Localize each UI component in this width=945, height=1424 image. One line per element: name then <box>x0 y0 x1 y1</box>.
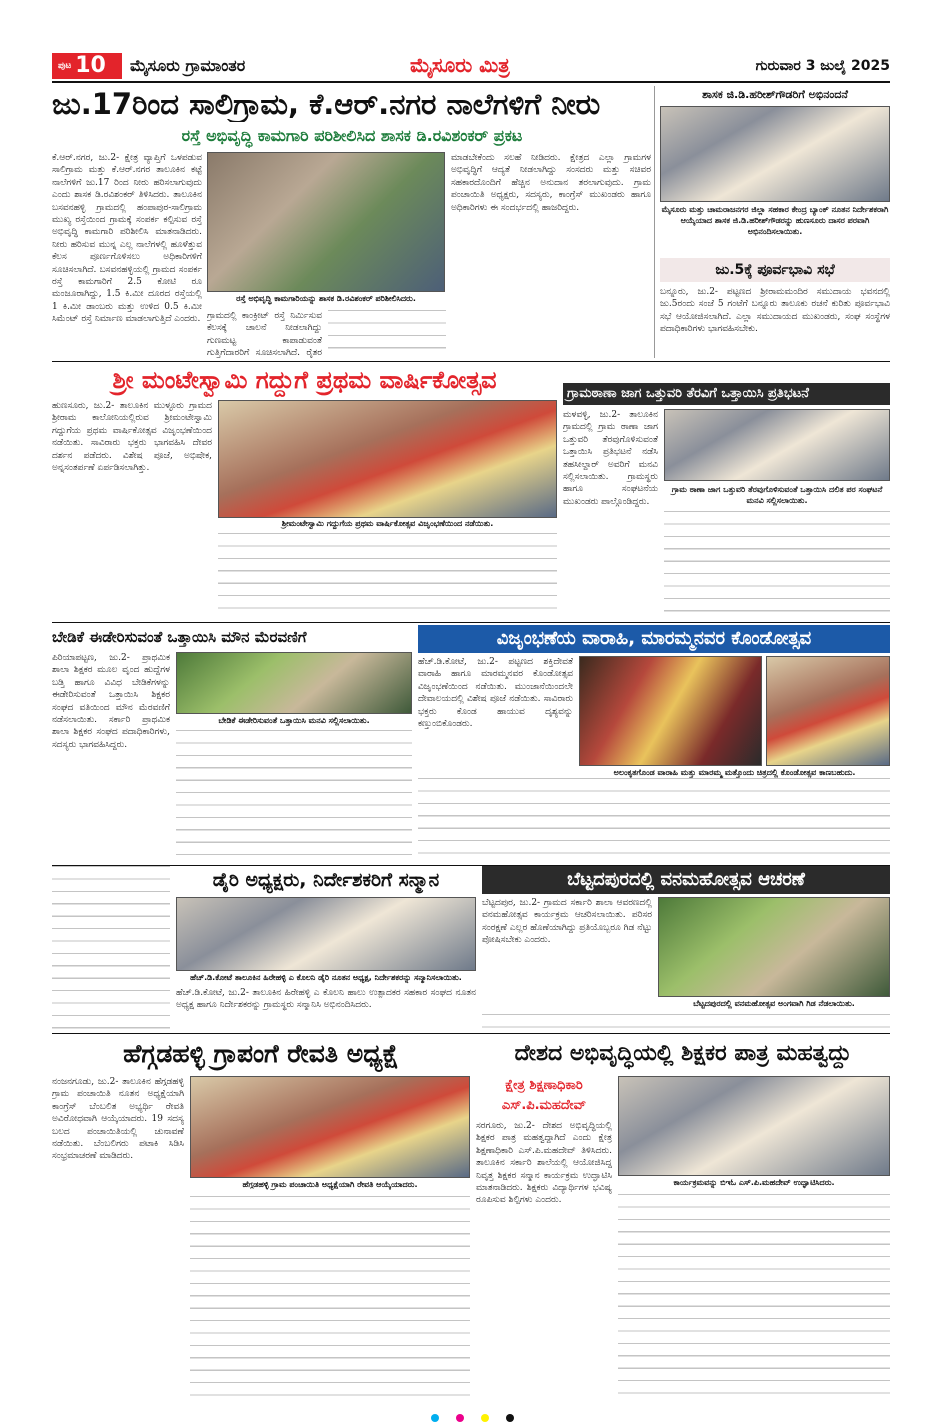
page-number: 10 <box>75 53 106 78</box>
felicitation-caption: ಮೈಸೂರು ಮತ್ತು ಚಾಮರಾಜನಗರ ಜಿಲ್ಲಾ ಸಹಕಾರ ಕೇಂದ್ರ ಬ್ಯಾಂಕ್ ನೂತನ ನಿರ್ದೇಶಕರಾಗಿ ಆಯ್ಕೆಯಾದ ಶಾಸಕ ಜಿ.ಡಿ.ಹರೀಶ್‌ಗೌಡರನ್ನು ಹುಣಸೂರು ದಾಸರ ಪರವಾಗಿ ಅಭಿನಂದಿಸಲಾಯಿತು. <box>661 205 889 236</box>
lead-photo-caption: ರಸ್ತೆ ಅಭಿವೃದ್ಧಿ ಕಾಮಗಾರಿಯನ್ನು ಶಾಸಕ ಡಿ.ರವಿಶಂಕರ್ ಪರಿಶೀಲಿಸಿದರು. <box>236 294 416 303</box>
revathi-photo <box>190 1076 470 1178</box>
page-number-badge <box>52 53 122 79</box>
teacher-sub-line2: ಎಸ್.ಪಿ.ಮಹದೇವ್ <box>501 1098 587 1113</box>
column-divider <box>654 86 655 358</box>
issue-date: ಗುರುವಾರ 3 ಜುಲೈ 2025 <box>755 58 890 74</box>
silent-photo-caption: ಬೇಡಿಕೆ ಈಡೇರಿಸುವಂತೆ ಒತ್ತಾಯಿಸಿ ಮನವಿ ಸಲ್ಲಿಸಲಾಯಿತು. <box>218 716 370 725</box>
meeting-headline: ಜು.5ಕ್ಕೆ ಪೂರ್ವಭಾವಿ ಸಭೆ <box>660 258 890 282</box>
forest-body: ಬೆಟ್ಟದಪುರ, ಜು.2- ಗ್ರಾಮದ ಸರ್ಕಾರಿ ಶಾಲಾ ಆವರಣದಲ್ಲಿ ವನಮಹೋತ್ಸವ ಕಾರ್ಯಕ್ರಮ ಆಚರಿಸಲಾಯಿತು. ಪರಿಸರ ಸಂರಕ್ಷಣೆ ಎಲ್ಲರ ಹೊಣೆಯಾಗಿದ್ದು ಪ್ರತಿಯೊಬ್ಬರೂ ಗಿಡ ನೆಟ್ಟು ಪೋಷಿಸಬೇಕು ಎಂದರು. <box>482 898 652 946</box>
paper-name: ಮೈಸೂರು ಮಿತ್ರ <box>410 53 510 77</box>
dairy-photo <box>176 897 476 971</box>
divider-2 <box>52 622 890 623</box>
masthead-rule <box>52 81 890 83</box>
silent-body: ಪಿರಿಯಾಪಟ್ಟಣ, ಜು.2- ಪ್ರಾಥಮಿಕ ಶಾಲಾ ಶಿಕ್ಷಕರ ಮೂಲ ವೃಂದ ಹುದ್ದೆಗಳ ಬಡ್ತಿ ಹಾಗೂ ವಿವಿಧ ಬೇಡಿಕೆಗಳನ್ನು ಈಡೇರಿಸುವಂತೆ ಒತ್ತಾಯಿಸಿ ಶಿಕ್ಷಕರ ಸಂಘದ ವತಿಯಿಂದ ಮೌನ ಮೆರವಣಿಗೆ ನಡೆಸಲಾಯಿತು. ಸರ್ಕಾರಿ ಪ್ರಾಥಮಿಕ ಶಾಲಾ ಶಿಕ್ಷಕರ ಸಂಘದ ಪದಾಧಿಕಾರಿಗಳು, ಸದಸ್ಯರು ಭಾಗವಹಿಸಿದ್ದರು. <box>52 653 170 750</box>
forest-body-cont <box>482 1014 890 1030</box>
protest-caption: ಗ್ರಾಮ ಠಾಣಾ ಜಾಗ ಒತ್ತುವರಿ ತೆರವುಗೊಳಿಸುವಂತೆ ಒತ್ತಾಯಿಸಿ ದಲಿತ ಪರ ಸಂಘಟನೆ ಮನವಿ ಸಲ್ಲಿಸಲಾಯಿತು. <box>671 485 883 505</box>
protest-photo <box>664 409 890 481</box>
lead-body-col1: ಕೆ.ಆರ್.ನಗರ, ಜು.2- ಕ್ಷೇತ್ರ ವ್ಯಾಪ್ತಿಗೆ ಒಳಪಡುವ ಸಾಲಿಗ್ರಾಮ ಮತ್ತು ಕೆ.ಆರ್.ನಗರ ತಾಲೂಕಿನ ಕಟ್ಟೆ ನಾಲೆಗಳಿಗೆ ಜು.17 ರಿಂದ ನೀರು ಹರಿಸಲಾಗುವುದು ಎಂದು ಶಾಸಕ ಡಿ.ರವಿಶಂಕರ್ ತಿಳಿಸಿದರು. ತಾಲೂಕಿನ ಬಸವನಹಳ್ಳಿ ಗ್ರಾಮದಲ್ಲಿ ಹಂಪಾಪುರ-ಸಾಲಿಗ್ರಾಮ ಮುಖ್ಯ ರಸ್ತೆಯಿಂದ ಗ್ರಾಮಕ್ಕೆ ಸಂಪರ್ಕ ಕಲ್ಪಿಸುವ ರಸ್ತೆ ಅಭಿವೃದ್ಧಿ ಕಾಮಗಾರಿ ಪರಿಶೀಲಿಸಿ ಮಾತನಾಡಿದರು. ನೀರು ಹರಿಸುವ ಮುನ್ನ ಎಲ್ಲ ನಾಲೆಗಳಲ್ಲಿ ಹೂಳೆತ್ತುವ ಕೆಲಸ ಪೂರ್ಣಗೊಳಿಸಲು ಅಧಿಕಾರಿಗಳಿಗೆ ಸೂಚಿಸಲಾಗಿದೆ. ಬಸವನಹಳ್ಳಿಯಲ್ಲಿ ಗ್ರಾಮದ ಸಂಪರ್ಕ ರಸ್ತೆ ಕಾಮಗಾರಿಗೆ 2.5 ಕೋಟಿ ರೂ ಮಂಜೂರಾಗಿದ್ದು, 1.5 ಕಿ.ಮೀ ದೂರದ ರಸ್ತೆಯಲ್ಲಿ 1 ಕಿ.ಮೀ ಡಾಂಬರು ಮತ್ತು ಉಳಿದ 0.5 ಕಿ.ಮೀ ಸಿಮೆಂಟ್ ರಸ್ತೆ ನಿರ್ಮಾಣ ಮಾಡಲಾಗುತ್ತಿದೆ ಎಂದರು. <box>52 153 202 325</box>
teacher-sub-line1: ಕ್ಷೇತ್ರ ಶಿಕ್ಷಣಾಧಿಕಾರಿ <box>505 1078 583 1093</box>
varahi-headline: ವಿಜೃಂಭಣೆಯ ವಾರಾಹಿ, ಮಾರಮ್ಮನವರ ಕೊಂಡೋತ್ಸವ <box>418 625 890 653</box>
lead-subheadline: ರಸ್ತೆ ಅಭಿವೃದ್ಧಿ ಕಾಮಗಾರಿ ಪರಿಶೀಲಿಸಿದ ಶಾಸಕ ಡಿ.ರವಿಶಂಕರ್ ಪ್ರಕಟ <box>181 126 523 145</box>
silent-photo <box>176 652 412 714</box>
festival-body: ಹುಣಸೂರು, ಜು.2- ತಾಲೂಕಿನ ಮುಳ್ಳೂರು ಗ್ರಾಮದ ಶ್ರೀರಾಮ ಕಾಲೋನಿಯಲ್ಲಿರುವ ಶ್ರೀಮಂಟೇಸ್ವಾಮಿ ಗದ್ದುಗೆಯ ಪ್ರಥಮ ವಾರ್ಷಿಕೋತ್ಸವ ವಿಜೃಂಭಣೆಯಿಂದ ನಡೆಯಿತು. ಸಾವಿರಾರು ಭಕ್ತರು ಭಾಗವಹಿಸಿ ದೇವರ ದರ್ಶನ ಪಡೆದರು. ವಿಶೇಷ ಪೂಜೆ, ಅಭಿಷೇಕ, ಅನ್ನಸಂತರ್ಪಣೆ ಏರ್ಪಡಿಸಲಾಗಿತ್ತು. <box>52 401 212 474</box>
dairy-headline: ಡೈರಿ ಅಧ್ಯಕ್ಷರು, ನಿರ್ದೇಶಕರಿಗೆ ಸನ್ಮಾನ <box>212 869 440 891</box>
festival-headline: ಶ್ರೀ ಮಂಟೇಸ್ವಾಮಿ ಗದ್ದುಗೆ ಪ್ರಥಮ ವಾರ್ಷಿಕೋತ್ಸವ <box>112 366 497 394</box>
lead-headline: ಜು.17ರಿಂದ ಸಾಲಿಗ್ರಾಮ, ಕೆ.ಆರ್.ನಗರ ನಾಲೆಗಳಿಗೆ ನೀರು <box>52 87 601 121</box>
protest-body: ಮಳವಳ್ಳಿ, ಜು.2- ತಾಲೂಕಿನ ಗ್ರಾಮದಲ್ಲಿ ಗ್ರಾಮ ಠಾಣಾ ಜಾಗ ಒತ್ತುವರಿ ತೆರವುಗೊಳಿಸುವಂತೆ ಒತ್ತಾಯಿಸಿ ಪ್ರತಿಭಟನೆ ನಡೆಸಿ ತಹಸೀಲ್ದಾರ್ ಅವರಿಗೆ ಮನವಿ ಸಲ್ಲಿಸಲಾಯಿತು. ಗ್ರಾಮಸ್ಥರು ಹಾಗೂ ಸಂಘಟನೆಯ ಮುಖಂಡರು ಪಾಲ್ಗೊಂಡಿದ್ದರು. <box>563 410 658 507</box>
print-registration-strip <box>0 1410 945 1424</box>
teacher-photo <box>618 1076 890 1176</box>
felicitation-headline: ಶಾಸಕ ಜಿ.ಡಿ.ಹರೀಶ್‌ಗೌಡರಿಗೆ ಅಭಿನಂದನೆ <box>702 88 848 101</box>
lead-body-col2: ಗ್ರಾಮದಲ್ಲಿ ಕಾಂಕ್ರೀಟ್ ರಸ್ತೆ ನಿರ್ಮಿಸುವ ಕೆಲಸಕ್ಕೆ ಚಾಲನೆ ನೀಡಲಾಗಿದ್ದು ಗುಣಮಟ್ಟ ಕಾಪಾಡುವಂತೆ ಗುತ್ತಿಗೆದಾರರಿಗೆ ಸೂಚಿಸಲಾಗಿದೆ. ರೈತರ <box>207 311 322 358</box>
revathi-body: ನಂಜನಗೂಡು, ಜು.2- ತಾಲೂಕಿನ ಹೆಗ್ಗಡಹಳ್ಳಿ ಗ್ರಾಮ ಪಂಚಾಯಿತಿ ನೂತನ ಅಧ್ಯಕ್ಷೆಯಾಗಿ ಕಾಂಗ್ರೆಸ್ ಬೆಂಬಲಿತ ಅಭ್ಯರ್ಥಿ ರೇವತಿ ಅವಿರೋಧವಾಗಿ ಆಯ್ಕೆಯಾದರು. 19 ಸದಸ್ಯ ಬಲದ ಪಂಚಾಯಿತಿಯಲ್ಲಿ ಚುನಾವಣೆ ನಡೆಯಿತು. ಬೆಂಬಲಿಗರು ಪಟಾಕಿ ಸಿಡಿಸಿ ಸಂಭ್ರಮಾಚರಣೆ ಮಾಡಿದರು. <box>52 1077 184 1162</box>
varahi-body-cont <box>418 778 890 862</box>
felicitation-photo <box>660 106 890 202</box>
teacher-body: ಸರಗೂರು, ಜು.2- ದೇಶದ ಅಭಿವೃದ್ಧಿಯಲ್ಲಿ ಶಿಕ್ಷಕರ ಪಾತ್ರ ಮಹತ್ವದ್ದಾಗಿದೆ ಎಂದು ಕ್ಷೇತ್ರ ಶಿಕ್ಷಣಾಧಿಕಾರಿ ಎಸ್.ಪಿ.ಮಹದೇವ್ ತಿಳಿಸಿದರು. ತಾಲೂಕಿನ ಸರ್ಕಾರಿ ಶಾಲೆಯಲ್ಲಿ ಆಯೋಜಿಸಿದ್ದ ನಿವೃತ್ತ ಶಿಕ್ಷಕರ ಸನ್ಮಾನ ಕಾರ್ಯಕ್ರಮ ಉದ್ಘಾಟಿಸಿ ಮಾತನಾಡಿದರು. ಶಿಕ್ಷಕರು ವಿದ್ಯಾರ್ಥಿಗಳ ಭವಿಷ್ಯ ರೂಪಿಸುವ ಶಿಲ್ಪಿಗಳು ಎಂದರು. <box>476 1121 612 1206</box>
forest-photo <box>658 897 890 997</box>
revathi-photo-caption: ಹೆಗ್ಗಡಹಳ್ಳಿ ಗ್ರಾಮ ಪಂಚಾಯಿತಿ ಅಧ್ಯಕ್ಷೆಯಾಗಿ ರೇವತಿ ಆಯ್ಕೆಯಾದರು. <box>242 1180 418 1189</box>
registration-dot-yellow <box>481 1414 489 1422</box>
teacher-photo-caption: ಕಾರ್ಯಕ್ರಮವನ್ನು ಬಿಇಓ ಎಸ್.ಪಿ.ಮಹದೇವ್ ಉದ್ಘಾಟಿಸಿದರು. <box>673 1178 835 1187</box>
silent-headline: ಬೇಡಿಕೆ ಈಡೇರಿಸುವಂತೆ ಒತ್ತಾಯಿಸಿ ಮೌನ ಮೆರವಣಿಗೆ <box>52 628 307 646</box>
divider-4 <box>52 1033 890 1034</box>
registration-dot-magenta <box>456 1414 464 1422</box>
teacher-body-cont <box>618 1194 890 1401</box>
silent-body-cont <box>176 730 412 862</box>
registration-dot-black <box>506 1414 514 1422</box>
teacher-headline: ದೇಶದ ಅಭಿವೃದ್ಧಿಯಲ್ಲಿ ಶಿಕ್ಷಕರ ಪಾತ್ರ ಮಹತ್ವದ್ದು <box>514 1041 852 1066</box>
lead-photo <box>207 152 445 292</box>
dairy-left-col <box>52 866 170 1030</box>
festival-photo <box>218 400 557 518</box>
dairy-photo-caption: ಹೆಚ್.ಡಿ.ಕೋಟೆ ತಾಲೂಕಿನ ಹಿರೇಹಳ್ಳಿ ಎ ಕೊಲನಿ ಡೈರಿ ನೂತನ ಅಧ್ಯಕ್ಷ, ನಿರ್ದೇಶಕರನ್ನು ಸನ್ಮಾನಿಸಲಾಯಿತು. <box>190 973 462 982</box>
revathi-headline: ಹೆಗ್ಗಡಹಳ್ಳಿ ಗ್ರಾಪಂಗೆ ರೇವತಿ ಅಧ್ಯಕ್ಷೆ <box>123 1039 399 1068</box>
varahi-body: ಹೆಚ್.ಡಿ.ಕೋಟೆ, ಜು.2- ಪಟ್ಟಣದ ಶಕ್ತಿದೇವತೆ ವಾರಾಹಿ ಹಾಗೂ ಮಾರಮ್ಮನವರ ಕೊಂಡೋತ್ಸವ ವಿಜೃಂಭಣೆಯಿಂದ ನಡೆಯಿತು. ಮುಂಜಾನೆಯಿಂದಲೇ ದೇವಾಲಯದಲ್ಲಿ ವಿಶೇಷ ಪೂಜೆ ನಡೆಯಿತು. ಸಾವಿರಾರು ಭಕ್ತರು ಕೊಂಡ ಹಾಯುವ ದೃಶ್ಯವನ್ನು ಕಣ್ತುಂಬಿಕೊಂಡರು. <box>418 657 573 730</box>
varahi-photo-1 <box>579 656 762 766</box>
forest-headline: ಬೆಟ್ಟದಪುರದಲ್ಲಿ ವನಮಹೋತ್ಸವ ಆಚರಣೆ <box>482 866 890 894</box>
revathi-body-cont <box>190 1196 470 1401</box>
festival-photo-caption: ಶ್ರೀಮಂಟೇಸ್ವಾಮಿ ಗದ್ದುಗೆಯ ಪ್ರಥಮ ವಾರ್ಷಿಕೋತ್ಸವ ವಿಜೃಂಭಣೆಯಿಂದ ನಡೆಯಿತು. <box>281 519 494 528</box>
varahi-photo-2 <box>766 656 890 766</box>
lead-body-col2b <box>328 310 446 358</box>
forest-photo-caption: ಬೆಟ್ಟದಪುರದಲ್ಲಿ ವನಮಹೋತ್ಸವ ಅಂಗವಾಗಿ ಗಿಡ ನೆಡಲಾಯಿತು. <box>693 999 855 1008</box>
festival-body-cont <box>218 533 557 618</box>
meeting-body: ಬನ್ನೂರು, ಜು.2- ಪಟ್ಟಣದ ಶ್ರೀರಾಮಮಂದಿರ ಸಮುದಾಯ ಭವನದಲ್ಲಿ ಜು.5ರಂದು ಸಂಜೆ 5 ಗಂಟೆಗೆ ಬನ್ನೂರು ತಾಲೂಕು ರಚನೆ ಕುರಿತು ಪೂರ್ವಭಾವಿ ಸಭೆ ಆಯೋಜಿಸಲಾಗಿದೆ. ಎಲ್ಲಾ ಸಮುದಾಯದ ಮುಖಂಡರು, ಸಂಘ ಸಂಸ್ಥೆಗಳ ಪದಾಧಿಕಾರಿಗಳು ಭಾಗವಹಿಸಬೇಕು. <box>660 287 890 335</box>
page-label: ಪುಟ <box>58 61 72 71</box>
divider-1 <box>52 361 890 362</box>
section-title: ಮೈಸೂರು ಗ್ರಾಮಾಂತರ <box>130 56 246 75</box>
protest-body-cont <box>664 511 890 619</box>
dairy-body: ಹೆಚ್.ಡಿ.ಕೋಟೆ, ಜು.2- ತಾಲೂಕಿನ ಹಿರೇಹಳ್ಳಿ ಎ ಕೊಲನಿ ಹಾಲು ಉತ್ಪಾದಕರ ಸಹಕಾರ ಸಂಘದ ನೂತನ ಅಧ್ಯಕ್ಷ ಹಾಗೂ ನಿರ್ದೇಶಕರನ್ನು ಗ್ರಾಮಸ್ಥರು ಸನ್ಮಾನಿಸಿ ಅಭಿನಂದಿಸಿದರು. <box>176 988 476 1011</box>
varahi-photo-caption: ಅಲಂಕೃತಗೊಂಡ ವಾರಾಹಿ ಮತ್ತು ಮಾರಮ್ಮ ಮತ್ತೊಂದು ಚಿತ್ರದಲ್ಲಿ ಕೊಂಡೋತ್ಸವ ಕಾಣಬಹುದು. <box>613 768 856 777</box>
registration-dot-cyan <box>431 1414 439 1422</box>
lead-body-col3: ಮಾಡಬೇಕೆಂದು ಸಲಹೆ ನೀಡಿದರು. ಕ್ಷೇತ್ರದ ಎಲ್ಲಾ ಗ್ರಾಮಗಳ ಅಭಿವೃದ್ಧಿಗೆ ಆದ್ಯತೆ ನೀಡಲಾಗಿದ್ದು ಸಂಸದರು ಮತ್ತು ಸಚಿವರ ಸಹಕಾರದೊಂದಿಗೆ ಹೆಚ್ಚಿನ ಅನುದಾನ ತರಲಾಗುವುದು. ಗ್ರಾಮ ಪಂಚಾಯಿತಿ ಅಧ್ಯಕ್ಷರು, ಸದಸ್ಯರು, ಕಾಂಗ್ರೆಸ್ ಮುಖಂಡರು ಹಾಗೂ ಅಧಿಕಾರಿಗಳು ಈ ಸಂದರ್ಭದಲ್ಲಿ ಹಾಜರಿದ್ದರು. <box>451 153 651 213</box>
protest-headline: ಗ್ರಾಮಠಾಣಾ ಜಾಗ ಒತ್ತುವರಿ ತೆರವಿಗೆ ಒತ್ತಾಯಿಸಿ ಪ್ರತಿಭಟನೆ <box>563 383 890 405</box>
